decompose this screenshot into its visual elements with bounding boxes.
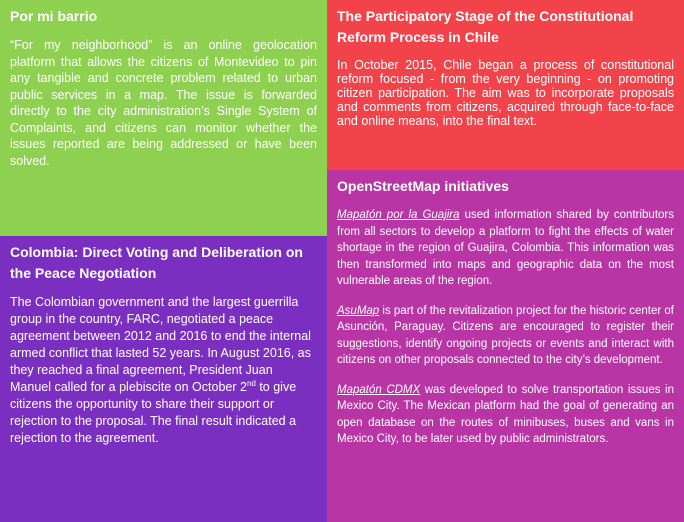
guajira-text: used information shared by contributors from all sectors to develop a platform to fight the effects of water shortage in the region of Guajira, Colombia. This information was then transformed into maps and geographic data on the most vulnerable areas of the region.: [337, 209, 674, 287]
por-mi-barrio-title: Por mi barrio: [10, 8, 98, 24]
asumap-link[interactable]: AsuMap: [337, 304, 380, 317]
osm-title: OpenStreetMap initiatives: [337, 178, 509, 194]
colombia-title: Colombia: Direct Voting and Deliberation on the Peace Negotiation: [10, 244, 303, 281]
colombia-body-superscript: nd: [246, 378, 256, 388]
cdmx-text: was developed to solve transportation issues in Mexico City. The Mexican platform had the goal of generating an open database on the routes of minibuses, buses and vans in Mexico City, to be later used by public administrators.: [337, 383, 674, 445]
osm-item-guajira: [337, 207, 674, 290]
osm-panel: [327, 170, 684, 522]
chile-panel: [327, 0, 684, 170]
cdmx-link[interactable]: Mapatón CDMX: [337, 383, 421, 396]
colombia-body-text-end: to give citizens the opportunity to share their support or rejection to the proposal. The final result indicated a rejection to the agreement.: [10, 380, 297, 445]
chile-body: In October 2015, Chile began a process of constitutional reform focused - from the very beginning - on promoting citizen participation. The aim was to incorporate proposals and comments from citizens, acquired through face-to-face and online means, into the final text.: [337, 58, 674, 128]
osm-item-cdmx: [337, 382, 674, 448]
colombia-panel: [0, 236, 327, 522]
asumap-text: is part of the revitalization project for the historic center of Asunción, Paraguay. Citizens are encouraged to register their suggestions, identify ongoing projects or events and interact with citizens on other proposals connected to the city’s development.: [337, 304, 674, 366]
por-mi-barrio-body: “For my neighborhood” is an online geolocation platform that allows the citizens of Montevideo to pin any tangible and concrete problem related to urban public services in a map. The issue is forwarded directly to the city administration’s Single System of Complaints, and citizens can monitor whether the issues reported are being addressed or have been solved.: [10, 38, 317, 168]
colombia-body: [10, 294, 317, 447]
guajira-link[interactable]: Mapatón por la Guajira: [337, 209, 460, 221]
colombia-body-text: The Colombian government and the largest guerrilla group in the country, FARC, negotiated a peace agreement between 2012 and 2016 to end the internal armed conflict that lasted 52 years. In August 2016, as they reached a final agreement, President Juan Manuel called for a plebiscite on October 2: [10, 295, 311, 394]
por-mi-barrio-panel: [0, 0, 327, 236]
chile-title: The Participatory Stage of the Constitutional Reform Process in Chile: [337, 8, 634, 45]
osm-item-asumap: [337, 303, 674, 369]
